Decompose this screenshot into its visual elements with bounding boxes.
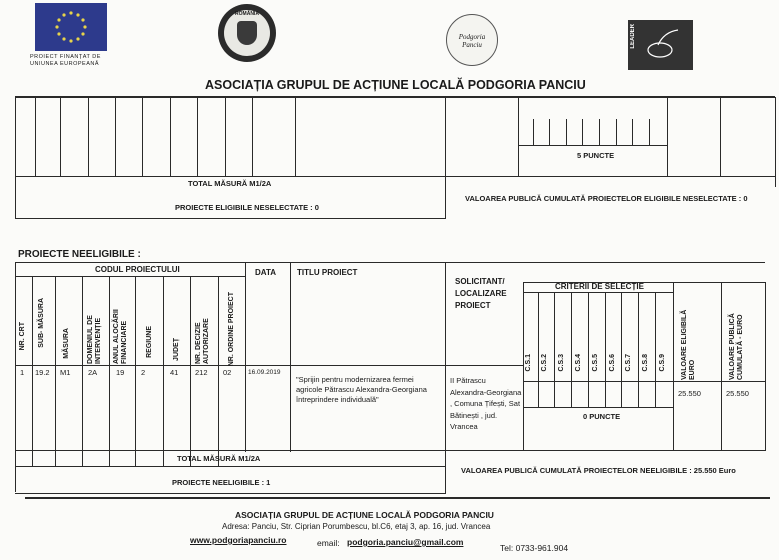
- gal-logo: [446, 14, 498, 66]
- cell-valoare-eligibila: 25.550: [678, 389, 701, 398]
- cs-label-5: C.S.5: [592, 354, 599, 372]
- cell-domeniul: 2A: [88, 368, 98, 377]
- cell-puncte: 0 PUNCTE: [583, 412, 621, 421]
- col-regiune: REGIUNE: [146, 326, 153, 358]
- cell-titlu: "Sprijin pentru modernizarea fermei agricole Pătrascu Alexandra-Georgiana întreprindere individuală": [296, 375, 427, 404]
- section-title: PROIECTE NEELIGIBILE :: [18, 249, 141, 260]
- gal-logo-text: Podgoria Panciu: [458, 33, 486, 49]
- titlu-header: TITLU PROIECT: [297, 268, 358, 277]
- cs-label-7: C.S.7: [625, 354, 632, 372]
- cs-label-1: C.S.1: [525, 354, 532, 372]
- leader-plant-icon: [628, 20, 693, 70]
- neel-valoarea-label: VALOAREA PUBLICĂ CUMULATĂ PROIECTELOR NEELIGIBILE : 25.550 Euro: [461, 466, 736, 475]
- col-nr-crt: NR. CRT: [19, 322, 26, 351]
- eu-stars-icon: [35, 3, 107, 51]
- data-header: DATA: [255, 268, 277, 277]
- cell-masura: M1: [60, 368, 71, 377]
- table-row: [15, 366, 765, 450]
- cs-label-9: C.S.9: [659, 354, 666, 372]
- col-nr-decizie: NR. DECIZIE AUTORIZARE: [195, 318, 210, 364]
- page-title: ASOCIAȚIA GRUPUL DE ACȚIUNE LOCALĂ PODGORIA PANCIU: [205, 78, 586, 92]
- col-sub-masura: SUB- MĂSURA: [38, 298, 45, 348]
- top-total-label: TOTAL MĂSURĂ M1/2A: [188, 179, 272, 188]
- footer-phone: Tel: 0733-961.904: [500, 543, 569, 553]
- codul-header: CODUL PROIECTULUI: [95, 265, 180, 274]
- cs-label-8: C.S.8: [642, 354, 649, 372]
- footer-email-label: email:: [317, 538, 340, 548]
- top-points-label: 5 PUNCTE: [577, 151, 615, 160]
- leader-logo-text: LEADER: [630, 24, 636, 49]
- cell-regiune: 2: [141, 368, 146, 377]
- top-table: [15, 97, 777, 219]
- cell-valoare-publica: 25.550: [726, 389, 749, 398]
- cell-judet: 41: [170, 368, 179, 377]
- romania-seal-text: ROMÂNIA: [235, 11, 259, 17]
- neel-projects-label: PROIECTE NEELIGIBILE : 1: [172, 478, 271, 487]
- footer-address: Adresa: Panciu, Str. Ciprian Porumbescu, bl.C6, etaj 3, ap. 16, jud. Vrancea: [222, 522, 491, 531]
- col-judet: JUDEȚ: [173, 338, 180, 361]
- footer-title: ASOCIAȚIA GRUPUL DE ACȚIUNE LOCALĂ PODGORIA PANCIU: [235, 510, 494, 520]
- cs-label-6: C.S.6: [609, 354, 616, 372]
- cs-label-2: C.S.2: [541, 354, 548, 372]
- romania-seal-logo: [218, 4, 276, 62]
- eu-caption: PROIECT FINANȚAT DE UNIUNEA EUROPEANĂ: [30, 54, 101, 67]
- col-valoare-eligibila: VALOARE ELIGIBILĂ EURO: [681, 309, 696, 380]
- top-projects-label: PROIECTE ELIGIBILE NESELECTATE : 0: [175, 203, 319, 212]
- col-domeniul: DOMENIUL DE INTERVENȚIE: [87, 315, 102, 364]
- criterii-header: CRITERII DE SELECȚIE: [555, 282, 644, 291]
- neel-total-label: TOTAL MĂSURĂ M1/2A: [177, 454, 261, 463]
- cell-solicitant: II Pătrascu Alexandra-Georgiana , Comuna Țifești, Sat Bătinești , jud. Vrancea: [450, 376, 522, 431]
- cell-ordine: 02: [223, 368, 232, 377]
- col-nr-ordine: NR. ORDINE PROIECT: [228, 292, 235, 367]
- top-valoarea-label: VALOAREA PUBLICĂ CUMULATĂ PROIECTELOR ELIGIBILE NESELECTATE : 0: [465, 194, 748, 203]
- cell-nr: 1: [20, 368, 25, 377]
- cs-label-3: C.S.3: [558, 354, 565, 372]
- col-valoare-publica: VALOARE PUBLICĂ CUMULATĂ - EURO: [729, 313, 744, 380]
- col-masura: MĂSURA: [63, 328, 70, 359]
- col-anul: ANUL ALOCĂRII FINANCIARE: [113, 309, 128, 364]
- footer-website-link[interactable]: www.podgoriapanciu.ro: [190, 535, 287, 545]
- cell-decizie: 212: [195, 368, 208, 377]
- solicitant-header: SOLICITANT/ LOCALIZARE PROIECT: [455, 277, 507, 310]
- leader-logo: [628, 20, 693, 70]
- footer-email-link[interactable]: podgoria.panciu@gmail.com: [347, 537, 464, 547]
- eu-logo: [35, 3, 107, 51]
- cs-label-4: C.S.4: [575, 354, 582, 372]
- cell-anul: 19: [116, 368, 125, 377]
- cell-sub: 19.2: [35, 368, 50, 377]
- cell-data: 16.09.2019: [248, 369, 281, 376]
- neeligibile-table: [15, 262, 777, 494]
